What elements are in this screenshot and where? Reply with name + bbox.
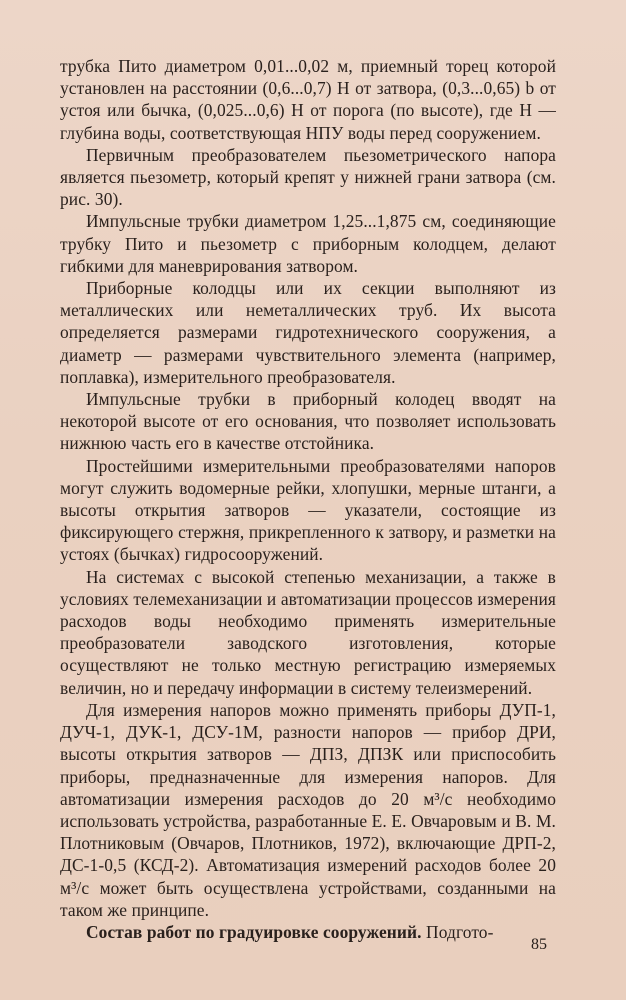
paragraph-3: Импульсные трубки диаметром 1,25...1,875 см, соединяющие трубку Пито и пьезометр с приборным колодцем, делают гибкими для маневрирования затвором. [60, 211, 556, 276]
paragraph-9-text: Подгото- [421, 921, 494, 942]
paragraph-9 [60, 921, 556, 943]
paragraph-4: Приборные колодцы или их секции выполняют из металлических или неметаллических труб. Их высота определяется размерами гидротехнического сооружения, а диаметр — размерами чувствительного элемента (например, поплавка), измерительного преобразователя. [60, 278, 556, 387]
paragraph-8: Для измерения напоров можно применять приборы ДУП-1, ДУЧ-1, ДУК-1, ДСУ-1М, разности напоров — прибор ДРИ, высоты открытия затворов — ДПЗ, ДПЗК или приспособить приборы, предназначенные для измерения напоров. Для автоматизации измерения расходов до 20 м³/с необходимо использовать устройства, разработанные Е. Е. Овчаровым и В. М. Плотниковым (Овчаров, Плотников, 1972), включающие ДРП-2, ДС-1-0,5 (КСД-2). Автоматизация измерений расходов более 20 м³/с может быть осуществлена устройствами, созданными на таком же принципе. [60, 699, 556, 920]
paragraph-7: На системах с высокой степенью механизации, а также в условиях телемеханизации и автоматизации процессов измерения расходов воды необходимо применять измерительные преобразователи заводского изготовления, которые осуществляют не только местную регистрацию измеряемых величин, но и передачу информации в систему телеизмерений. [60, 566, 556, 698]
page-content [60, 55, 556, 943]
paragraph-5: Импульсные трубки в приборный колодец вводят на некоторой высоте от его основания, что позволяет использовать нижнюю часть его в качестве отстойника. [60, 389, 556, 454]
paragraph-1: трубка Пито диаметром 0,01...0,02 м, приемный торец которой установлен на расстоянии (0,6...0,7) H от затвора, (0,3...0,65) b от устоя или бычка, (0,025...0,6) H от порога (по высоте), где H — глубина воды, соответствующая НПУ воды перед сооружением. [60, 56, 556, 143]
section-heading-inline: Состав работ по градуировке сооружений. [86, 921, 422, 942]
paragraph-2: Первичным преобразователем пьезометрического напора является пьезометр, который крепят у нижней грани затвора (см. рис. 30). [60, 144, 556, 210]
page-number: 85 [531, 936, 547, 953]
paragraph-6: Простейшими измерительными преобразователями напоров могут служить водомерные рейки, хлопушки, мерные штанги, а высоты открытия затворов — указатели, состоящие из фиксирующего стержня, прикрепленного к затвору, и разметки на устоях (бычках) гидросооружений. [60, 455, 556, 565]
